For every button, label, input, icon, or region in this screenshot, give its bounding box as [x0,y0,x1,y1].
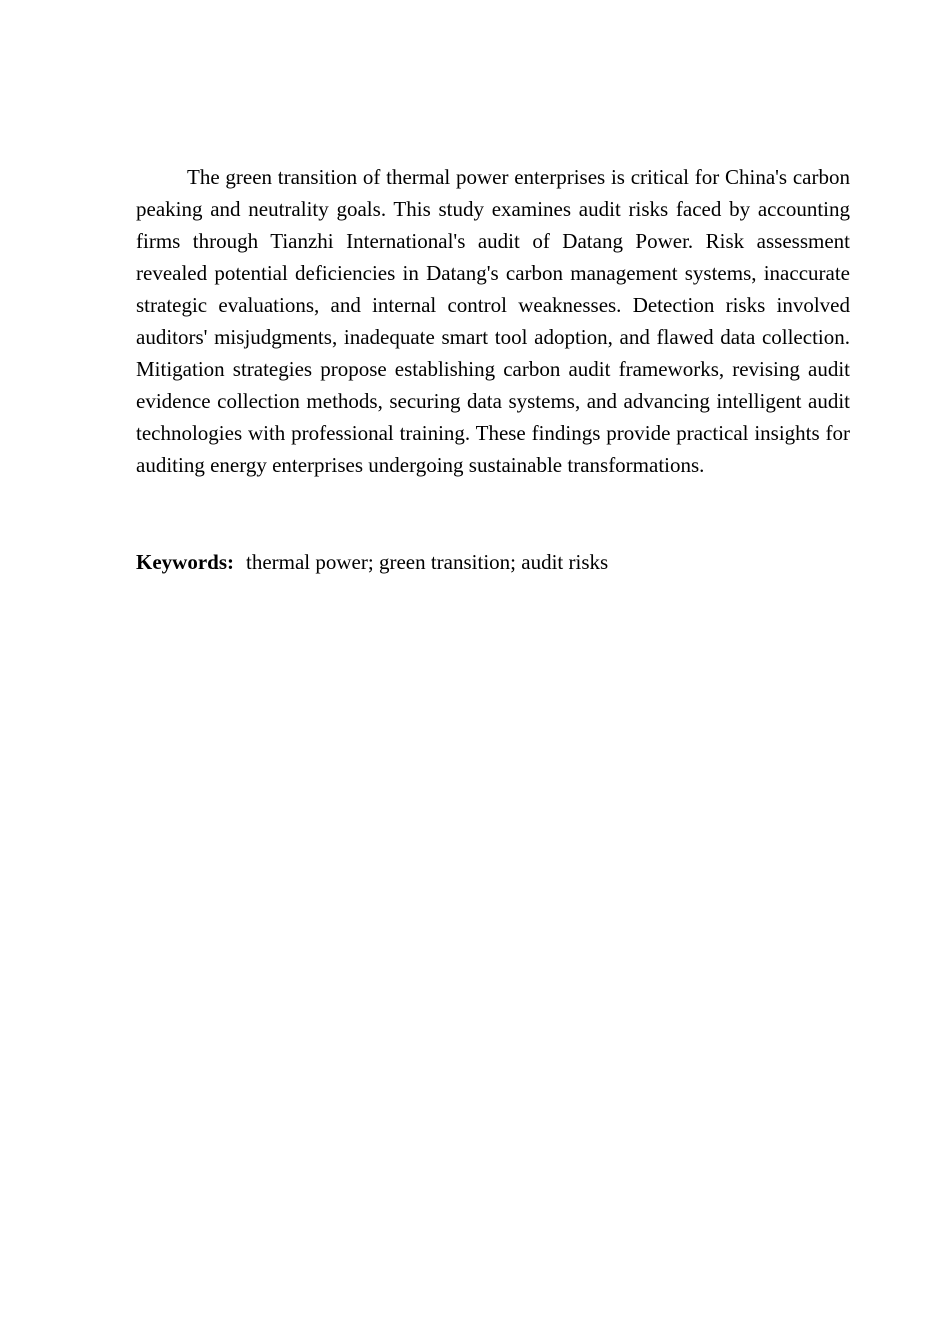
keywords-label: Keywords: [136,550,234,574]
abstract-paragraph: The green transition of thermal power enterprises is critical for China's carbon peaking and neutrality goals. This study examines audit risks faced by accounting firms through Tianzhi International's audit of Datang Power. Risk assessment revealed potential deficiencies in Datang's carbon management systems, inaccurate strategic evaluations, and internal control weaknesses. Detection risks involved auditors' misjudgments, inadequate smart tool adoption, and flawed data collection. Mitigation strategies propose establishing carbon audit frameworks, revising audit evidence collection methods, securing data systems, and advancing intelligent audit technologies with professional training. These findings provide practical insights for auditing energy enterprises undergoing sustainable transformations. [136,165,850,477]
keywords-value: thermal power; green transition; audit risks [246,550,609,574]
keywords-line [136,546,850,578]
